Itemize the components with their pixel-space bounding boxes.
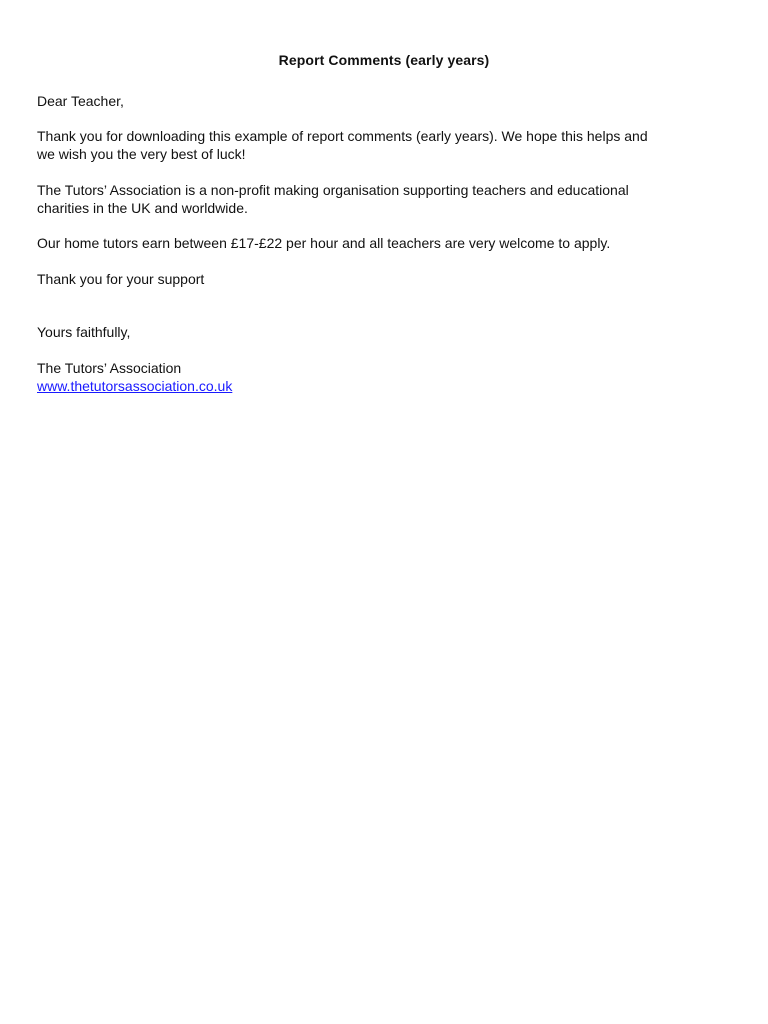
paragraph-line: Thank you for your support	[37, 271, 205, 287]
signature-block	[37, 359, 737, 395]
closing: Yours faithfully,	[37, 324, 131, 340]
paragraph-tutor-pay	[37, 234, 737, 252]
paragraph-about	[37, 181, 737, 217]
paragraph-line: charities in the UK and worldwide.	[37, 200, 248, 216]
paragraph-line: The Tutors’ Association is a non-profit making organisation supporting teachers and educational	[37, 182, 629, 198]
signature: The Tutors’ Association	[37, 360, 182, 376]
paragraph-support	[37, 270, 737, 288]
paragraph-line: Our home tutors earn between £17-£22 per hour and all teachers are very welcome to apply.	[37, 235, 611, 251]
paragraph-thanks	[37, 127, 737, 163]
website-link[interactable]: www.thetutorsassociation.co.uk	[37, 378, 233, 394]
paragraph-line: we wish you the very best of luck!	[37, 146, 246, 162]
greeting: Dear Teacher,	[37, 93, 124, 109]
document-title: Report Comments (early years)	[278, 52, 490, 68]
paragraph-line: Thank you for downloading this example of report comments (early years). We hope this helps and	[37, 128, 648, 144]
